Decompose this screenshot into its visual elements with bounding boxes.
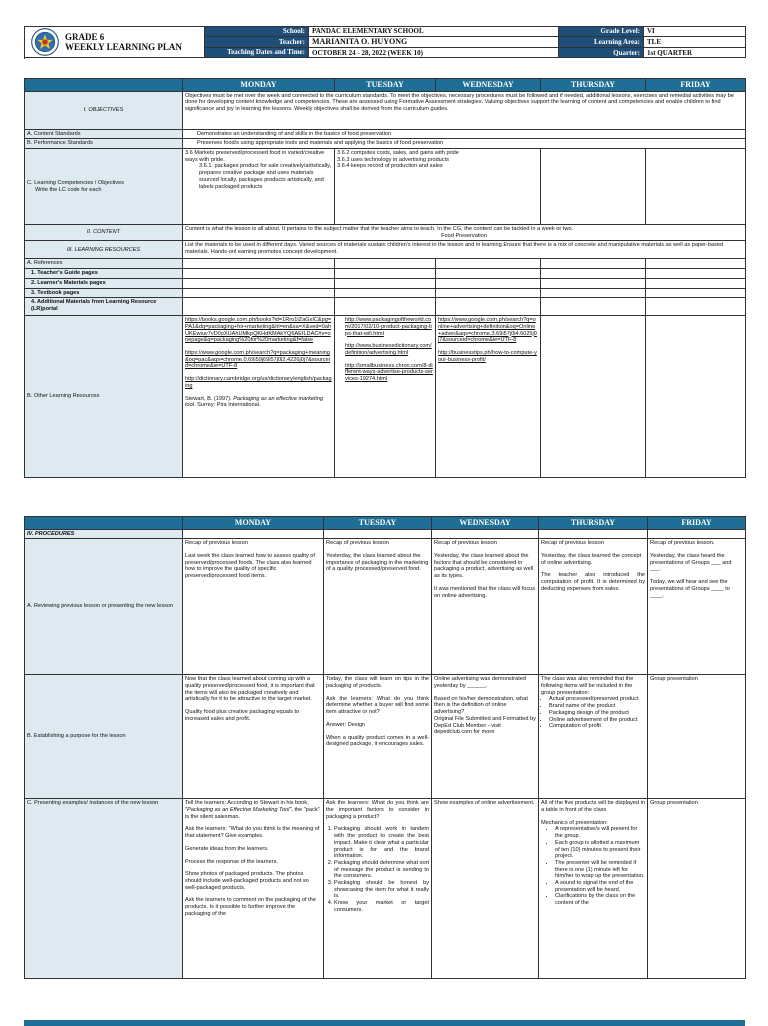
procedure-a-label: A. Reviewing previous lesson or presenting the new lesson (25, 539, 183, 675)
resource-link[interactable]: http://smallbusiness.chron.com/8-different-ways-advertise-products-services-19274.html (345, 362, 433, 383)
competencies-label-cell (25, 149, 183, 225)
performance-standards-text: Preserves food/s using appropriate tools and materials and applying the basics of food preservation (183, 139, 746, 149)
teacher-value: MARIANITA O. HUYONG (309, 37, 559, 48)
other-resources-tuesday (335, 316, 436, 478)
school-value: PANDAC ELEMENTARY SCHOOL (309, 27, 559, 37)
dates-label: Teaching Dates and Time: (205, 47, 309, 57)
resources-label: III. LEARNING RESOURCES (25, 241, 183, 259)
competencies-sublabel: Write the LC code for each (35, 186, 102, 193)
performance-standards-label: B. Performance Standards (25, 139, 183, 149)
deped-seal-icon (31, 28, 59, 56)
other-resources-wednesday (436, 316, 541, 478)
content-standards-text: Demonstrates an understanding of and skills in the basics of food preservation (183, 129, 746, 139)
procedure-b-wednesday: Online advertising was demonstrated yesterday by ______. Based on his/her demonstration, what then is the definition of online advertising? Original File Submitted and Formatted by DepEd Club Member - visit depedclub.com for more (432, 675, 539, 799)
procedure-b-tuesday: Today, the class will learn on tips in the packaging of products. Ask the learners: What do you think determine whether a buyer will find some item attractive or not? Answer: Design When a quality product comes in a well-designed package, it encourages sales. (324, 675, 432, 799)
day-friday: FRIDAY (648, 517, 746, 530)
procedure-c-monday: Tell the learners: According to Stewart in his book, "Packaging as an Effective Marketing Tool", the "pack" is the silent salesman. Ask the learners: "What do you think is the meaning of that statement? Give examples. Generate ideas from the learners. Process the response of the learners. Show photos of packaged products. The photos should include well-packaged products and not so well-packaged products. Ask the learners to comment on the packaging of the products. Is it possible to further improve the packaging of the (183, 799, 324, 979)
resource-link[interactable]: https://www.google.com.ph/search?q=online+advertising+definition&oq=Online+adver&aqs=chrome.3.69i57j0l4.6025j0j7&sourceid=chrome&ie=UTF-8 (438, 317, 537, 344)
school-label: School: (205, 27, 309, 37)
grade-level-value: VI (644, 27, 746, 37)
textbook-label: 3. Textbook pages (25, 288, 183, 298)
day-wednesday: WEDNESDAY (436, 79, 541, 92)
content-label: II. CONTENT (25, 225, 183, 241)
learning-area-label: Learning Area: (559, 37, 644, 48)
day-monday: MONDAY (183, 79, 335, 92)
procedure-c-tuesday: Ask the learners: What do you think are the important factors to consider in packaging a product? 1. Packaging should work in tandem with the product to create the best impact. Make it clear what a particular product is for and the brand information. 2. Packaging should determine what sort of message the product is sending to the consumers. 3. Packaging should be honest by showcasing the item for what it really is. 4. Know your market or target consumers. (324, 799, 432, 979)
resource-link[interactable]: http://www.businessdictionary.com/definition/advertising.html (345, 343, 432, 357)
plan-grid-2 (24, 516, 746, 979)
references-label: A. References (25, 259, 183, 269)
resources-text: List the materials to be used in different days. Varied sources of materials sustain children's interest in the lesson and in learning.Ensure that there is a mix of concrete and manipulative materials as well as paper-based materials. Hands-onl earning promotes concept development. (183, 241, 746, 259)
competencies-monday (183, 149, 335, 225)
content-text: Content is what the lesson is all about. It pertains to the subject matter that the teacher aims to teach. In the CG, the content can be tackled in a week or two. (185, 226, 574, 232)
objectives-text: Objectives must be met over the week and connected to the curriculum standards. To meet the objectives, necessary procedures must be followed and if needed, additional lessons, exercises and remedial activities may be done for developing content knowledge and competencies. These are assessed using Formative Assessment strategies. Valuing objectives support the learning of content and competencies and enable children to find significance and joy in learning the lessons. Weekly objectives shall be derived from the curriculum guides. (183, 91, 746, 129)
grade-title: GRADE 6 (65, 31, 105, 42)
day-header-row (25, 79, 746, 92)
procedure-a-wednesday: Recap of previous lesson Yesterday, the class learned about the factors that should be considered in packaging a product, advertising as well as its types. It was mentioned that the class will focus on online advertising. (432, 539, 539, 675)
day-tuesday: TUESDAY (324, 517, 432, 530)
quarter-label: Quarter: (559, 47, 644, 57)
procedures-label: IV. PROCEDURES (25, 529, 183, 539)
competencies-tuesday (335, 149, 541, 225)
grade-level-label: Grade Level: (559, 27, 644, 37)
stewart-reference: Stewart, B. (1997). Packaging as an effective marketing tool. Surrey: Pira International. (185, 395, 324, 409)
procedure-c-wednesday: Show examples of online advertisement. (432, 799, 539, 979)
teacher-label: Teacher: (205, 37, 309, 48)
content-topic: Food Preservation (441, 232, 487, 239)
day-friday: FRIDAY (646, 79, 746, 92)
day-wednesday: WEDNESDAY (432, 517, 539, 530)
competencies-label: C. Learning Competencies / Objectives (27, 179, 125, 186)
day-header-row-2 (25, 517, 746, 530)
procedure-b-label: B. Establishing a purpose for the lesson (25, 675, 183, 799)
plan-title: WEEKLY LEARNING PLAN (65, 42, 182, 53)
other-resources-monday (183, 316, 335, 478)
objectives-label: I. OBJECTIVES (25, 91, 183, 129)
learners-materials-label: 2. Learner's Materials pages (25, 278, 183, 288)
competency-3-6-2: 3.6.2 computes costs, sales, and gains with pride (337, 150, 459, 156)
other-resources-label: B. Other Learning Resources (25, 316, 183, 478)
content-standards-label: A. Content Standards (25, 129, 183, 139)
day-thursday: THURSDAY (539, 517, 648, 530)
content-cell (183, 225, 746, 241)
lr-portal-label: 4. Additional Materials from Learning Resource (LR)portal (25, 298, 183, 316)
resource-link[interactable]: http://www.packagingoftheworld.com/2017/02/10-product-packaging-tips-that-will.html (345, 317, 432, 337)
procedure-c-label: C. Presenting examples/ instances of the new lesson (25, 799, 183, 979)
resource-link[interactable]: http://dictionary.cambridge.org/us/dictionary/english/packaging (185, 376, 332, 389)
resource-link[interactable]: http://businesstips.ph/how-to-compute-your-business-profit/ (438, 350, 537, 363)
competency-3-6-4: 3.6.4 keeps record of production and sales (337, 163, 443, 170)
competency-3-6-1: 3.6.1. packages product for sale creatively/artistically, prepares creative package and uses materials sourced locally, packages products artistically, and labels packaged products (199, 163, 332, 190)
header-table (24, 26, 746, 58)
resource-link[interactable]: https://www.google.com.ph/search?q=packaging+meaning&oq=pac&aqs=chrome.0.69i59j69i57j0l2.4226j0j7&sourceid=chrome&ie=UTF-8 (185, 350, 330, 370)
resource-link[interactable]: https://books.google.com.ph/books?id=1Rro1lZaGxIC&pg=PA1&dq=packaging+for+marketing&hl=en&sa=X&ved=0ahUKEwiuv7vD0oXUAhUMkpQKHdKMAkYQ6AEILDAC#v=onepage&q=packaging%20for%20marketing&f=false (185, 317, 332, 344)
procedure-b-monday: Now that the class learned about coming up with a quality preserved/processed food, it is important that the items will also be packaged creatively and artistically for it to be attractive to the target market. Quality food plus creative packaging equals to increased sales and profit. (183, 675, 324, 799)
teachers-guide-label: 1. Teacher's Guide pages (25, 269, 183, 279)
next-page-header-strip (24, 1020, 745, 1026)
dates-value: OCTOBER 24 - 28, 2022 (WEEK 10) (309, 47, 559, 57)
plan-grid-1 (24, 78, 746, 478)
procedure-c-friday: Group presentation (648, 799, 746, 979)
header-logo-cell (25, 27, 205, 58)
procedure-a-thursday: Recap of previous lesson Yesterday, the class learned the concept of online advertising. The teacher also introduced the computation of profit. It is determined by deducting expenses from sales. (539, 539, 648, 675)
procedure-a-tuesday: Recap of previous lesson Yesterday, the class learned about the importance of packaging in the marketing of a quality processed/preserved food. (324, 539, 432, 675)
day-tuesday: TUESDAY (335, 79, 436, 92)
quarter-value: 1st QUARTER (644, 47, 746, 57)
day-thursday: THURSDAY (541, 79, 646, 92)
procedure-b-thursday: The class was also reminded that the following items will be included in the group presentation: • Actual processed/preserved product • Brand name of the product • Packaging design of the product • Online advertisement of the product • Computation of profit (539, 675, 648, 799)
procedure-b-friday: Group presentation (648, 675, 746, 799)
procedure-c-thursday: All of the five products will be displayed in a table in front of the class Mechanics of presentation: • A representative/s will present for the group. • Each group is allotted a maximum of ten (10) minutes to present their project. • The presenter will be reminded if there is one (1) minute left for him/her to wrap up the presentation. • A sound to signal the end of the presentation will be heard. • Clarifications by the class on the content of the (539, 799, 648, 979)
procedure-a-friday: Recap of previous lesson. Yesterday, the class heard the presentations of Groups ___ and ___. Today, we will hear and see the presentations of Groups ____ to ____. (648, 539, 746, 675)
learning-area-value: TLE (644, 37, 746, 48)
competency-3-6: 3.6 Markets preserved/processed food in varied/creative ways with pride. (185, 150, 325, 163)
competency-3-6-3: 3.6.3 uses technology in advertising products (337, 156, 449, 163)
procedure-a-monday: Recap of previous lesson Last week the class learned how to assess quality of preserved/processed foods. The class also learned how to improve the quality of specific preserved/processed food items. (183, 539, 324, 675)
day-monday: MONDAY (183, 517, 324, 530)
